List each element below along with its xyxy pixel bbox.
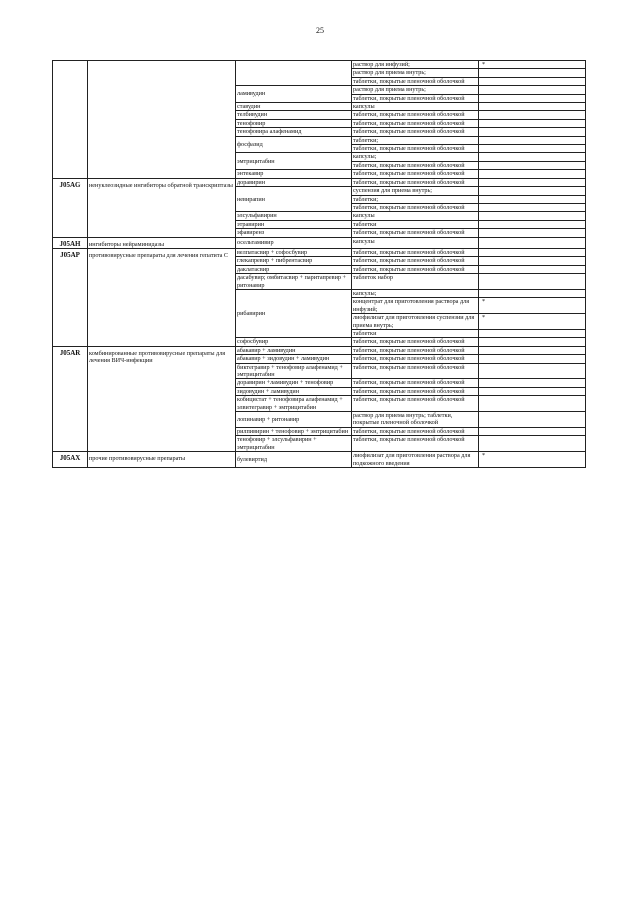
- star-mark: [479, 119, 586, 127]
- star-mark: [479, 212, 586, 220]
- drug-name: кобицистат + тенофовира алафенамид + элвитегравир + эмтрицитабин: [236, 396, 352, 412]
- star-mark: *: [479, 314, 586, 330]
- dosage-form: таблетки, покрытые пленочной оболочкой: [352, 396, 479, 412]
- dosage-form: таблетки, покрытые пленочной оболочкой: [352, 161, 479, 169]
- star-mark: [479, 187, 586, 195]
- dosage-form: таблетки, покрытые пленочной оболочкой: [352, 338, 479, 346]
- dosage-form: капсулы: [352, 103, 479, 111]
- drug-name: тенофовир: [236, 119, 352, 127]
- dosage-form: таблетки, покрытые пленочной оболочкой: [352, 111, 479, 119]
- dosage-form: таблетки, покрытые пленочной оболочкой: [352, 248, 479, 256]
- star-mark: [479, 69, 586, 77]
- dosage-form: таблетки, покрытые пленочной оболочкой: [352, 379, 479, 387]
- star-mark: [479, 436, 586, 452]
- star-mark: [479, 274, 586, 290]
- drug-name: рилпивирин + тенофовир + эмтрицитабин: [236, 427, 352, 435]
- drug-table-body: [53, 61, 586, 468]
- star-mark: [479, 330, 586, 338]
- drug-name: софосбувир: [236, 338, 352, 346]
- dosage-form: таблетки: [352, 220, 479, 228]
- star-mark: [479, 145, 586, 153]
- dosage-form: капсулы: [352, 237, 479, 248]
- dosage-form: таблетки, покрытые пленочной оболочкой: [352, 387, 479, 395]
- dosage-form: капсулы;: [352, 289, 479, 297]
- star-mark: *: [479, 452, 586, 468]
- drug-name: доравирин +ламивудин + тенофовир: [236, 379, 352, 387]
- star-mark: [479, 387, 586, 395]
- dosage-form: капсулы;: [352, 153, 479, 161]
- dosage-form: раствор для инфузий;: [352, 61, 479, 69]
- dosage-form: таблетки, покрытые пленочной оболочкой: [352, 229, 479, 237]
- dosage-form: концентрат для приготовления раствора для инфузий;: [352, 298, 479, 314]
- dosage-form: таблетки, покрытые пленочной оболочкой: [352, 145, 479, 153]
- dosage-form: таблетки: [352, 330, 479, 338]
- drug-name: зидовудин + ламивудин: [236, 387, 352, 395]
- drug-name: абакавир + ламивудин: [236, 346, 352, 354]
- drug-name: фосфазид: [236, 136, 352, 153]
- star-mark: [479, 289, 586, 297]
- atc-code: J05AP: [53, 248, 88, 346]
- star-mark: [479, 103, 586, 111]
- dosage-form: раствор для приема внутрь; таблетки, покрытые пленочной оболочкой: [352, 412, 479, 428]
- drug-name: рибавирин: [236, 289, 352, 337]
- star-mark: [479, 257, 586, 265]
- star-mark: [479, 412, 586, 428]
- drug-name: [236, 61, 352, 86]
- drug-name: элсульфавирин: [236, 212, 352, 220]
- drug-name: эфавиренз: [236, 229, 352, 237]
- star-mark: *: [479, 298, 586, 314]
- star-mark: [479, 170, 586, 178]
- dosage-form: таблетки, покрытые пленочной оболочкой: [352, 128, 479, 136]
- drug-name: невирапин: [236, 187, 352, 212]
- star-mark: *: [479, 61, 586, 69]
- dosage-form: капсулы: [352, 212, 479, 220]
- dosage-form: таблетки, покрытые пленочной оболочкой: [352, 170, 479, 178]
- drug-name: дасабувир; омбитасвир + паритапревир + ритонавир: [236, 274, 352, 290]
- drug-name: лопинавир + ритонавир: [236, 412, 352, 428]
- drug-name: осельтамивир: [236, 237, 352, 248]
- dosage-form: таблетки, покрытые пленочной оболочкой: [352, 94, 479, 102]
- star-mark: [479, 128, 586, 136]
- drug-name: доравирин: [236, 178, 352, 186]
- star-mark: [479, 161, 586, 169]
- group-name: прочие противовирусные препараты: [88, 452, 236, 468]
- star-mark: [479, 396, 586, 412]
- dosage-form: таблетки, покрытые пленочной оболочкой: [352, 346, 479, 354]
- star-mark: [479, 86, 586, 94]
- star-mark: [479, 178, 586, 186]
- dosage-form: таблетки, покрытые пленочной оболочкой: [352, 119, 479, 127]
- drug-name: ламивудин: [236, 86, 352, 103]
- dosage-form: таблетки, покрытые пленочной оболочкой: [352, 363, 479, 379]
- atc-code: J05AX: [53, 452, 88, 468]
- star-mark: [479, 94, 586, 102]
- star-mark: [479, 248, 586, 256]
- table-row: [53, 452, 586, 468]
- dosage-form: таблетки, покрытые пленочной оболочкой: [352, 355, 479, 363]
- star-mark: [479, 355, 586, 363]
- dosage-form: таблетки, покрытые пленочной оболочкой: [352, 436, 479, 452]
- group-name: [88, 61, 236, 179]
- group-name: ингибиторы нейраминидазы: [88, 237, 236, 248]
- table-row: [53, 237, 586, 248]
- star-mark: [479, 427, 586, 435]
- drug-name: биктегравир + тенофовир алафенамид + эмтрицитабин: [236, 363, 352, 379]
- drug-name: булевиртид: [236, 452, 352, 468]
- dosage-form: таблетки, покрытые пленочной оболочкой: [352, 77, 479, 85]
- drug-name: телбивудин: [236, 111, 352, 119]
- star-mark: [479, 220, 586, 228]
- dosage-form: таблетки, покрытые пленочной оболочкой: [352, 257, 479, 265]
- atc-code: J05AG: [53, 178, 88, 237]
- dosage-form: раствор для приема внутрь;: [352, 86, 479, 94]
- drug-name: этравирин: [236, 220, 352, 228]
- dosage-form: лиофилизат для приготовления суспензии для приема внутрь;: [352, 314, 479, 330]
- star-mark: [479, 77, 586, 85]
- group-name: противовирусные препараты для лечения гепатита С: [88, 248, 236, 346]
- star-mark: [479, 195, 586, 203]
- table-row: [53, 178, 586, 186]
- dosage-form: лиофилизат для приготовления раствора для подкожного введения: [352, 452, 479, 468]
- drug-name: даклатасвир: [236, 265, 352, 273]
- group-name: ненуклеозидные ингибиторы обратной транскриптазы: [88, 178, 236, 237]
- table-row: [53, 61, 586, 69]
- drug-name: тенофовира алафенамид: [236, 128, 352, 136]
- dosage-form: таблеток набор: [352, 274, 479, 290]
- dosage-form: суспензия для приема внутрь;: [352, 187, 479, 195]
- dosage-form: таблетки, покрытые пленочной оболочкой: [352, 265, 479, 273]
- star-mark: [479, 237, 586, 248]
- star-mark: [479, 346, 586, 354]
- page-number: 25: [316, 26, 324, 35]
- table-row: [53, 248, 586, 256]
- dosage-form: таблетки;: [352, 136, 479, 144]
- atc-code: J05AH: [53, 237, 88, 248]
- table-row: [53, 346, 586, 354]
- drug-table: [52, 60, 586, 468]
- drug-name: эмтрицитабин: [236, 153, 352, 170]
- star-mark: [479, 265, 586, 273]
- atc-code: J05AR: [53, 346, 88, 451]
- star-mark: [479, 136, 586, 144]
- drug-name: абакавир + зидовудин + ламивудин: [236, 355, 352, 363]
- drug-name: энтекавир: [236, 170, 352, 178]
- star-mark: [479, 203, 586, 211]
- drug-name: велпатасвир + софосбувир: [236, 248, 352, 256]
- star-mark: [479, 363, 586, 379]
- atc-code: [53, 61, 88, 179]
- drug-name: тенофовир + элсульфавирин + эмтрицитабин: [236, 436, 352, 452]
- dosage-form: раствор для приема внутрь;: [352, 69, 479, 77]
- dosage-form: таблетки;: [352, 195, 479, 203]
- drug-name: глекапревир + пибрентасвир: [236, 257, 352, 265]
- star-mark: [479, 111, 586, 119]
- star-mark: [479, 229, 586, 237]
- dosage-form: таблетки, покрытые пленочной оболочкой: [352, 203, 479, 211]
- group-name: комбинированные противовирусные препараты для лечения ВИЧ-инфекции: [88, 346, 236, 451]
- star-mark: [479, 153, 586, 161]
- drug-name: ставудин: [236, 103, 352, 111]
- dosage-form: таблетки, покрытые пленочной оболочкой: [352, 178, 479, 186]
- dosage-form: таблетки, покрытые пленочной оболочкой: [352, 427, 479, 435]
- star-mark: [479, 379, 586, 387]
- star-mark: [479, 338, 586, 346]
